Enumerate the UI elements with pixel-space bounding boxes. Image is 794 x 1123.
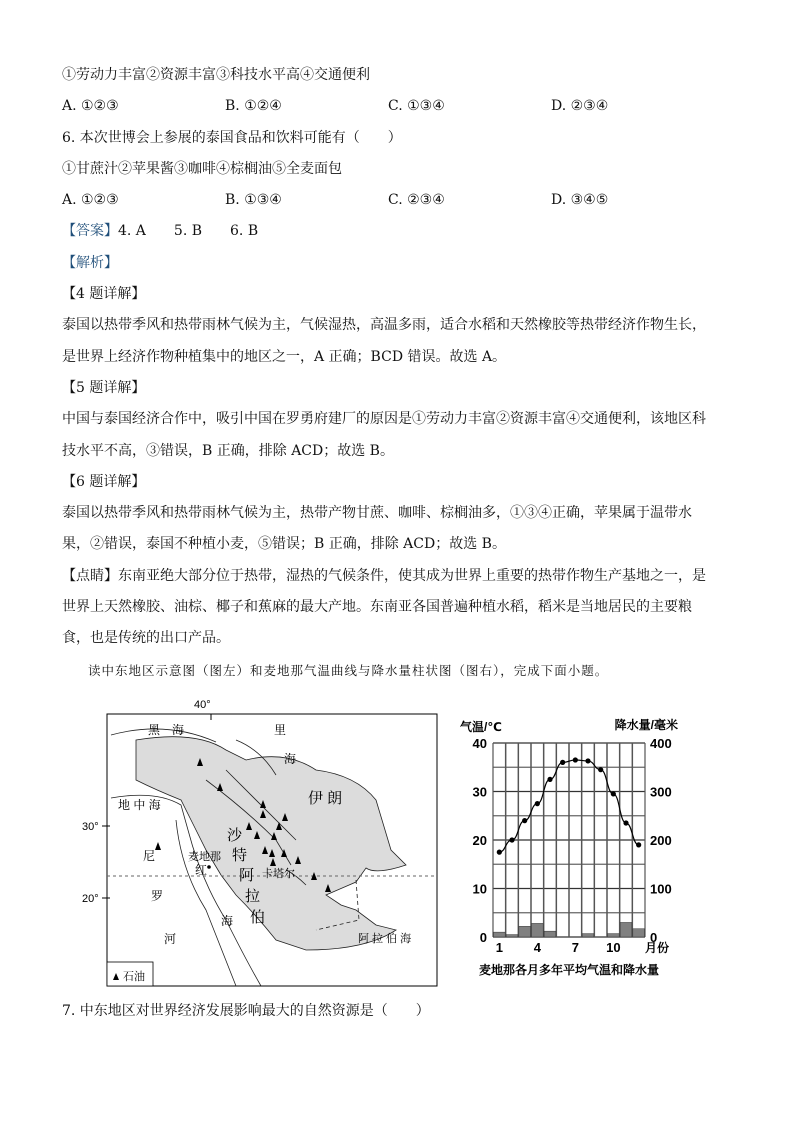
x-tick: 10 — [606, 940, 621, 955]
q6-option-c: C. ②③④ — [388, 192, 445, 209]
label-mediterranean: 地 中 海 — [118, 798, 161, 812]
tip-text: 世界上天然橡胶、油棕、椰子和蕉麻的最大产地。东南亚各国普遍种植水稻，稻米是当地居民的主要粮 — [62, 599, 692, 616]
longitude-label: 40° — [194, 699, 211, 711]
label-medina: 麦地那 — [188, 851, 221, 863]
label-nile: 河 — [164, 932, 177, 946]
q6-option-a: A. ①②③ — [62, 192, 119, 209]
y-right-tick: 400 — [650, 736, 672, 751]
precipitation-bar — [506, 935, 518, 937]
y-left-tick: 30 — [472, 784, 487, 800]
label-saudi: 特 — [232, 847, 248, 864]
temperature-point — [611, 791, 616, 796]
temperature-point — [509, 837, 514, 842]
answers: 4. A 5. B 6. B — [118, 223, 259, 240]
analysis-label: 【解析】 — [62, 254, 118, 271]
detail-4-label: 【4 题详解】 — [62, 286, 146, 303]
medina-dot — [207, 865, 211, 869]
y-left-tick: 0 — [479, 930, 487, 945]
latitude-30-label: 30° — [82, 821, 99, 833]
detail-6-label: 【6 题详解】 — [62, 473, 146, 490]
q5-option-a: A. ①②③ — [62, 98, 119, 115]
answer-label: 【答案】 — [62, 223, 118, 240]
y-right-tick: 200 — [650, 833, 672, 848]
temperature-point — [547, 777, 552, 782]
temperature-point — [585, 758, 590, 763]
x-tick: 1 — [495, 940, 503, 955]
q6-option-b: B. ①③④ — [225, 192, 282, 209]
q6-items: ①甘蔗汁②苹果酱③咖啡④棕榈油⑤全麦面包 — [62, 160, 342, 177]
label-saudi: 沙 — [227, 827, 243, 844]
x-tick: 7 — [571, 940, 579, 955]
tip-text: 食，也是传统的出口产品。 — [62, 630, 230, 647]
temperature-point — [573, 757, 578, 762]
label-saudi: 伯 — [250, 909, 266, 926]
temperature-point — [636, 842, 641, 847]
climate-chart — [450, 710, 680, 980]
label-arabian-sea: 阿 拉 伯 海 — [358, 933, 412, 945]
label-black-sea: 黑 海 — [148, 723, 185, 737]
legend-oil-label: 石油 — [123, 971, 145, 983]
detail-4-text: 是世界上经济作物种植集中的地区之一，A 正确；BCD 错误。故选 A。 — [62, 348, 507, 365]
detail-6-text: 果，②错误，泰国不种植小麦，⑤错误；B 正确，排除 ACD；故选 B。 — [62, 536, 506, 553]
label-nile: 罗 — [151, 889, 164, 903]
precipitation-bar — [633, 929, 645, 937]
detail-4-text: 泰国以热带季风和热带雨林气候为主，气候湿热，高温多雨，适合水稻和天然橡胶等热带经济作物生长， — [62, 317, 706, 334]
label-red-sea: 海 — [221, 914, 234, 928]
q6-options — [62, 185, 742, 216]
chart-title: 麦地那各月多年平均气温和降水量 — [478, 963, 660, 977]
precipitation-bar — [608, 934, 620, 937]
y-left-tick: 10 — [472, 881, 487, 897]
detail-5-text: 技水平不高，③错误，B 正确，排除 ACD；故选 B。 — [62, 442, 394, 459]
tip-label: 【点睛】 — [62, 567, 118, 584]
temperature-point — [522, 818, 527, 823]
temperature-point — [497, 850, 502, 855]
q5-option-b: B. ①②④ — [225, 98, 282, 115]
y-right-label: 降水量/毫米 — [614, 718, 678, 732]
y-right-tick: 300 — [650, 784, 672, 800]
temperature-point — [598, 767, 603, 772]
x-tick: 4 — [533, 940, 541, 955]
middle-east-map — [76, 690, 446, 990]
tip-text: 东南亚绝大部分位于热带，湿热的气候条件，使其成为世界上重要的热带作物生产基地之一，是 — [118, 567, 706, 584]
x-axis-label: 月份 — [645, 941, 670, 955]
precipitation-bar — [620, 922, 632, 937]
y-right-tick: 100 — [650, 881, 672, 897]
label-caspian: 里 — [274, 723, 287, 737]
q6-stem: 6. 本次世博会上参展的泰国食品和饮料可能有（ ） — [62, 129, 402, 146]
tip-line — [62, 561, 742, 592]
precipitation-bar — [582, 934, 594, 937]
temperature-point — [623, 820, 628, 825]
label-qatar: 卡塔尔 — [262, 868, 295, 880]
detail-5-label: 【5 题详解】 — [62, 379, 146, 396]
y-left-tick: 40 — [472, 736, 487, 751]
label-red-sea: 红 — [195, 863, 208, 877]
figure-caption: 读中东地区示意图（图左）和麦地那气温曲线与降水量柱状图（图右），完成下面小题。 — [88, 662, 609, 678]
q5-option-d: D. ②③④ — [551, 98, 609, 115]
label-caspian: 海 — [284, 752, 297, 766]
precipitation-bar — [532, 923, 544, 937]
precipitation-bar — [519, 926, 531, 937]
precipitation-bar — [494, 932, 506, 937]
label-saudi: 拉 — [245, 888, 261, 905]
q7-stem: 7. 中东地区对世界经济发展影响最大的自然资源是（ ） — [62, 1003, 430, 1019]
detail-6-text: 泰国以热带季风和热带雨林气候为主，热带产物甘蔗、咖啡、棕榈油多，①③④正确，苹果属于温带水 — [62, 505, 692, 522]
y-left-label: 气温/℃ — [460, 720, 502, 734]
q6-option-d: D. ③④⑤ — [551, 192, 609, 209]
temperature-point — [560, 760, 565, 765]
detail-5-text: 中国与泰国经济合作中，吸引中国在罗勇府建厂的原因是①劳动力丰富②资源丰富④交通便利，该地区科 — [62, 411, 706, 428]
label-nile: 尼 — [143, 849, 156, 863]
answer-line — [62, 216, 742, 247]
label-saudi: 阿 — [239, 867, 255, 884]
y-right-tick: 0 — [650, 930, 658, 945]
q5-items: ①劳动力丰富②资源丰富③科技水平高④交通便利 — [62, 67, 370, 83]
label-iran: 伊 朗 — [308, 790, 343, 807]
q5-option-c: C. ①③④ — [388, 98, 445, 115]
precipitation-bar — [544, 931, 556, 937]
text-body — [62, 60, 742, 686]
y-left-tick: 20 — [472, 833, 487, 848]
temperature-point — [535, 801, 540, 806]
q5-options — [62, 91, 742, 122]
latitude-20-label: 20° — [82, 893, 99, 905]
